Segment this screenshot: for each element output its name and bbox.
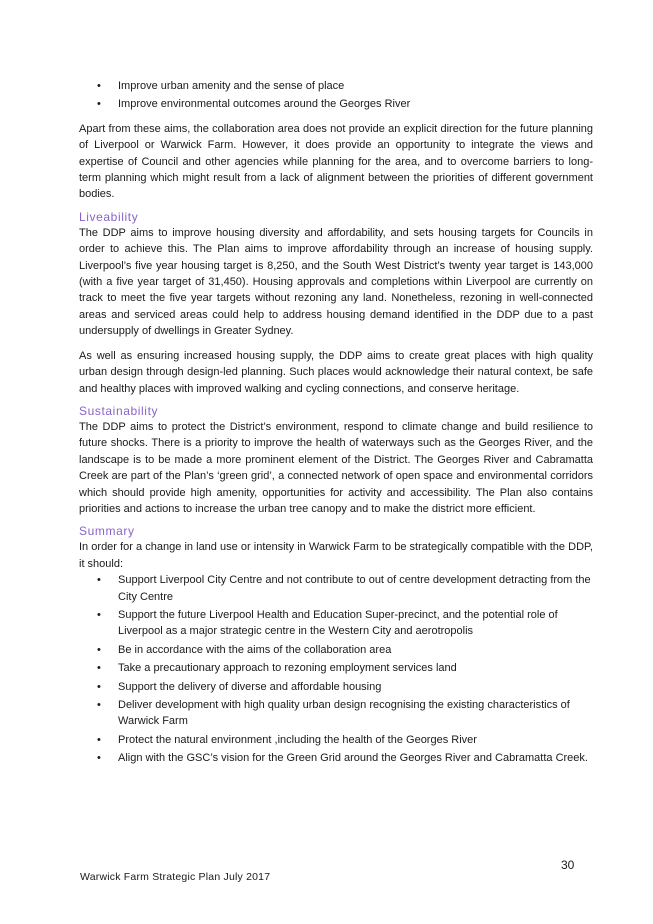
list-item: • Support the future Liverpool Health and Education Super-precinct, and the potential role of Liverpool as a major strategic centre in the Western City and aerotropolis [79,607,593,640]
list-item: • Improve urban amenity and the sense of place [79,78,593,94]
intro-paragraph: Apart from these aims, the collaboration area does not provide an explicit direction for the future planning of Liverpool or Warwick Farm. However, it does provide an opportunity to integrate the views and expertise of Council and other agencies while planning for the area, and to overcome barriers to long-term planning which might result from a lack of alignment between the priorities of different government bodies. [79,122,593,201]
document-page [79,78,593,769]
list-item: • Protect the natural environment ,including the health of the Georges River [79,732,593,748]
liveability-paragraph-1: The DDP aims to improve housing diversity and affordability, and sets housing targets for Councils in order to achieve this. The Plan aims to improve affordability through an increase of housing supply. Liverpool’s five year housing target is 8,250, and the South West District’s twenty year target is 143,000 (with a five year target of 31,450). Housing approvals and completions within Liverpool are currently on track to meet the five year targets without rezoning any land. Nonetheless, rezoning in well-connected areas and serviced areas could help to address housing demand identified in the DDP due to a past undersupply of dwellings in Greater Sydney. [79,226,593,338]
list-item: • Take a precautionary approach to rezoning employment services land [79,660,593,676]
list-item: • Support Liverpool City Centre and not contribute to out of centre development detracting from the City Centre [79,572,593,605]
top-bullet-list [79,78,593,113]
summary-intro: In order for a change in land use or intensity in Warwick Farm to be strategically compatible with the DDP, it should: [79,541,593,570]
list-item: • Support the delivery of diverse and affordable housing [79,679,593,695]
page-number: 30 [561,858,575,872]
footer-document-title: Warwick Farm Strategic Plan July 2017 [80,871,271,883]
sustainability-paragraph: The DDP aims to protect the District’s environment, respond to climate change and build resilience to future shocks. There is a priority to improve the health of waterways such as the Georges River, and the landscape is to be made a more prominent element of the District. The Georges River and Cabramatta Creek are part of the Plan’s ‘green grid’, a connected network of open space and environmental corridors which should provide high amenity, opportunities for activity and accessibility. The Plan also contains priorities and actions to increase the urban tree canopy and to make the district more efficient. [79,420,593,515]
summary-bullet-list [79,572,593,766]
liveability-heading: Liveability [79,209,139,224]
list-item: • Deliver development with high quality urban design recognising the existing characteristics of Warwick Farm [79,697,593,730]
liveability-paragraph-2: As well as ensuring increased housing supply, the DDP aims to create great places with high quality urban design through design-led planning. Such places would acknowledge their natural context, be safe and healthy places with improved walking and cycling connections, and conserve heritage. [79,349,593,395]
summary-heading: Summary [79,524,135,539]
list-item: • Align with the GSC’s vision for the Green Grid around the Georges River and Cabramatta Creek. [79,750,593,766]
sustainability-heading: Sustainability [79,403,159,418]
list-item: • Be in accordance with the aims of the collaboration area [79,642,593,658]
list-item: • Improve environmental outcomes around the Georges River [79,96,593,112]
